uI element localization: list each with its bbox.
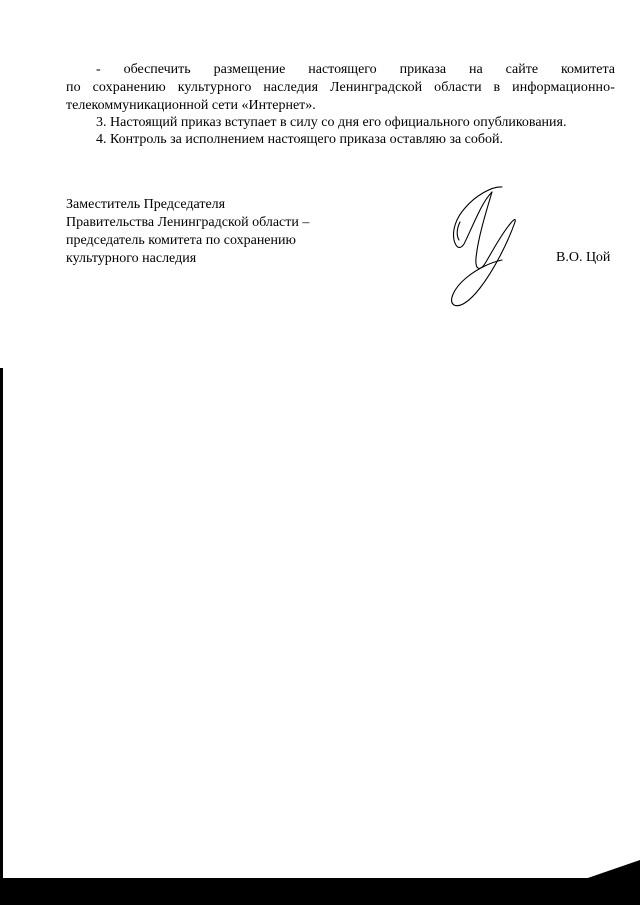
bullet-word: размещение [213,62,286,77]
bullet-line-1 [96,61,615,79]
bullet-word: комитета [560,62,615,77]
bullet-word: приказа [399,62,447,77]
scan-edge-bottom [0,878,640,905]
bullet-dash: - [96,62,101,77]
signer-position-line: Заместитель Председателя [66,197,226,212]
scan-edge-corner [582,860,640,880]
scan-edge-left [0,368,3,905]
paragraph-item-3: 3. Настоящий приказ вступает в силу со дня его официального опубликования. [96,115,567,130]
bullet-word: на [469,62,483,77]
signer-position-line: Правительства Ленинградской области – [66,215,310,230]
bullet-line-2: по сохранению культурного наследия Ленинградской области в информационно- [66,80,615,95]
bullet-word: обеспечить [123,62,191,77]
signer-position [66,196,309,268]
signer-name: В.О. Цой [556,250,611,265]
bullet-word: настоящего [308,62,377,77]
signer-position-line: председатель комитета по сохранению [66,233,296,248]
paragraph-item-4: 4. Контроль за исполнением настоящего приказа оставляю за собой. [96,132,504,147]
handwritten-signature [430,182,530,314]
signer-position-line: культурного наследия [66,251,197,266]
bullet-line-3: телекоммуникационной сети «Интернет». [66,98,316,113]
bullet-word: сайте [505,62,539,77]
